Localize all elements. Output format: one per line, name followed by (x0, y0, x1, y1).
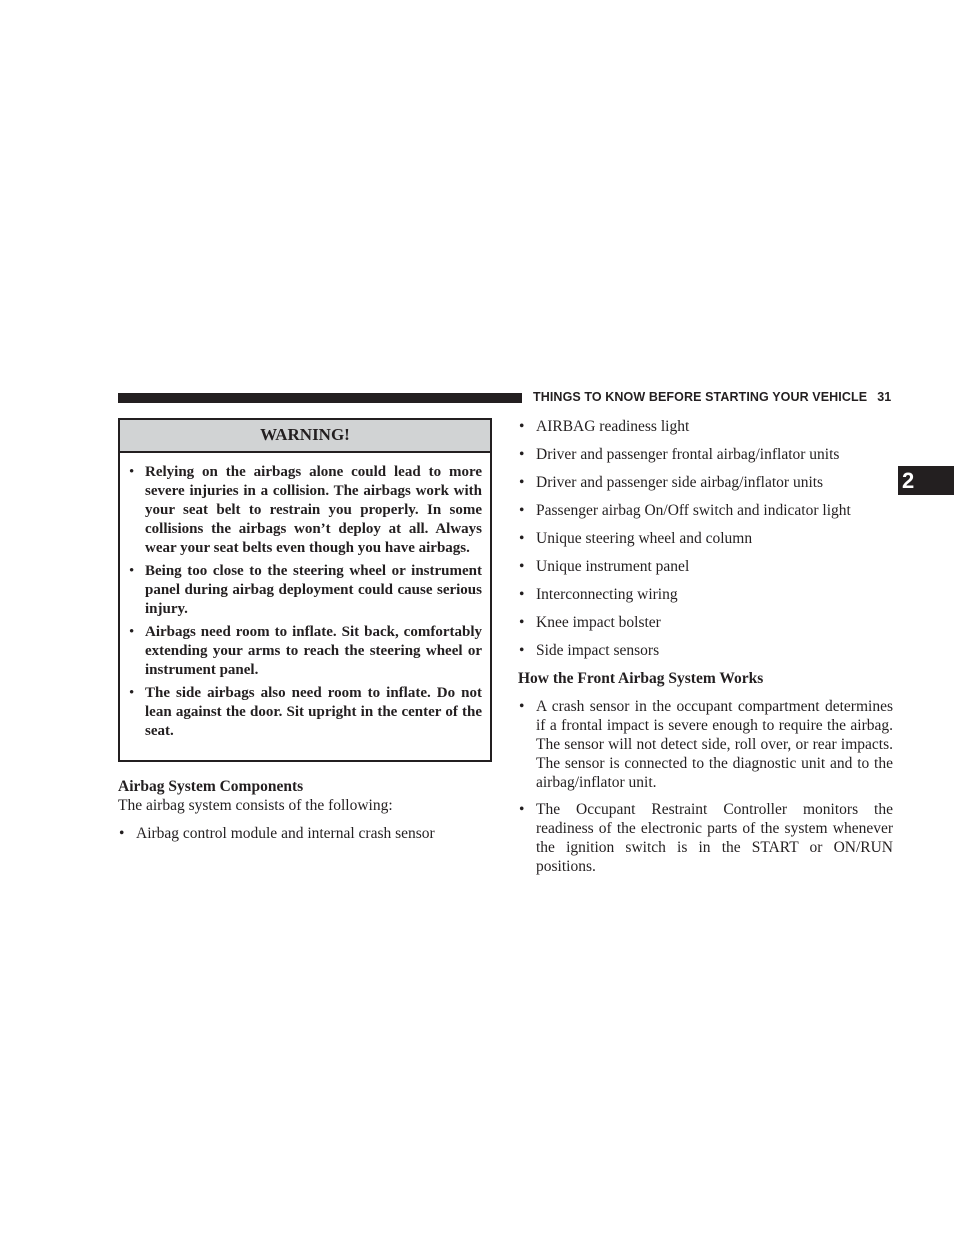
components-intro: The airbag system consists of the following: (118, 797, 393, 814)
list-item: • Passenger airbag On/Off switch and indicator light (536, 501, 893, 520)
right-column (518, 417, 893, 884)
list-item: • Knee impact bolster (536, 613, 893, 632)
list-item: • Airbag control module and internal crash sensor (136, 824, 492, 843)
components-list-right (518, 417, 893, 660)
warning-box (118, 418, 492, 762)
list-item: • AIRBAG readiness light (536, 417, 893, 436)
front-airbag-list (518, 697, 893, 876)
warning-item: • Airbags need room to inflate. Sit back, comfortably extending your arms to reach the steering wheel or instrument panel. (145, 623, 482, 680)
components-list-left (118, 824, 492, 843)
front-airbag-heading: How the Front Airbag System Works (518, 670, 764, 687)
warning-list (120, 453, 490, 741)
page-number: 31 (877, 390, 892, 404)
running-header (533, 390, 893, 404)
list-item: • Driver and passenger side airbag/inflator units (536, 473, 893, 492)
warning-item: • Relying on the airbags alone could lead to more severe injuries in a collision. The airbags work with your seat belt to restrain you properly. In some collisions the airbags won’t deploy at all. Always wear your seat belts even though you have airbags. (145, 463, 482, 558)
list-item: • Interconnecting wiring (536, 585, 893, 604)
list-item: • The Occupant Restraint Controller monitors the readiness of the electronic parts of the system whenever the ignition switch is in the START or ON/RUN positions. (536, 800, 893, 876)
list-item: • Side impact sensors (536, 641, 893, 660)
warning-item: • The side airbags also need room to inflate. Do not lean against the door. Sit upright in the center of the seat. (145, 684, 482, 741)
list-item: • Unique steering wheel and column (536, 529, 893, 548)
components-heading: Airbag System Components (118, 778, 304, 795)
header-rule (118, 393, 522, 403)
list-item: • Unique instrument panel (536, 557, 893, 576)
chapter-tab[interactable]: 2 (898, 466, 954, 495)
warning-item: • Being too close to the steering wheel or instrument panel during airbag deployment could cause serious injury. (145, 562, 482, 619)
left-column (118, 777, 492, 843)
list-item: • A crash sensor in the occupant compartment determines if a frontal impact is severe enough to require the airbag. The sensor will not detect side, roll over, or rear impacts. The sensor is connected to the diagnostic unit and to the airbag/inflator unit. (536, 697, 893, 792)
list-item: • Driver and passenger frontal airbag/inflator units (536, 445, 893, 464)
running-title: THINGS TO KNOW BEFORE STARTING YOUR VEHICLE (533, 390, 868, 404)
warning-title: WARNING! (120, 420, 490, 453)
